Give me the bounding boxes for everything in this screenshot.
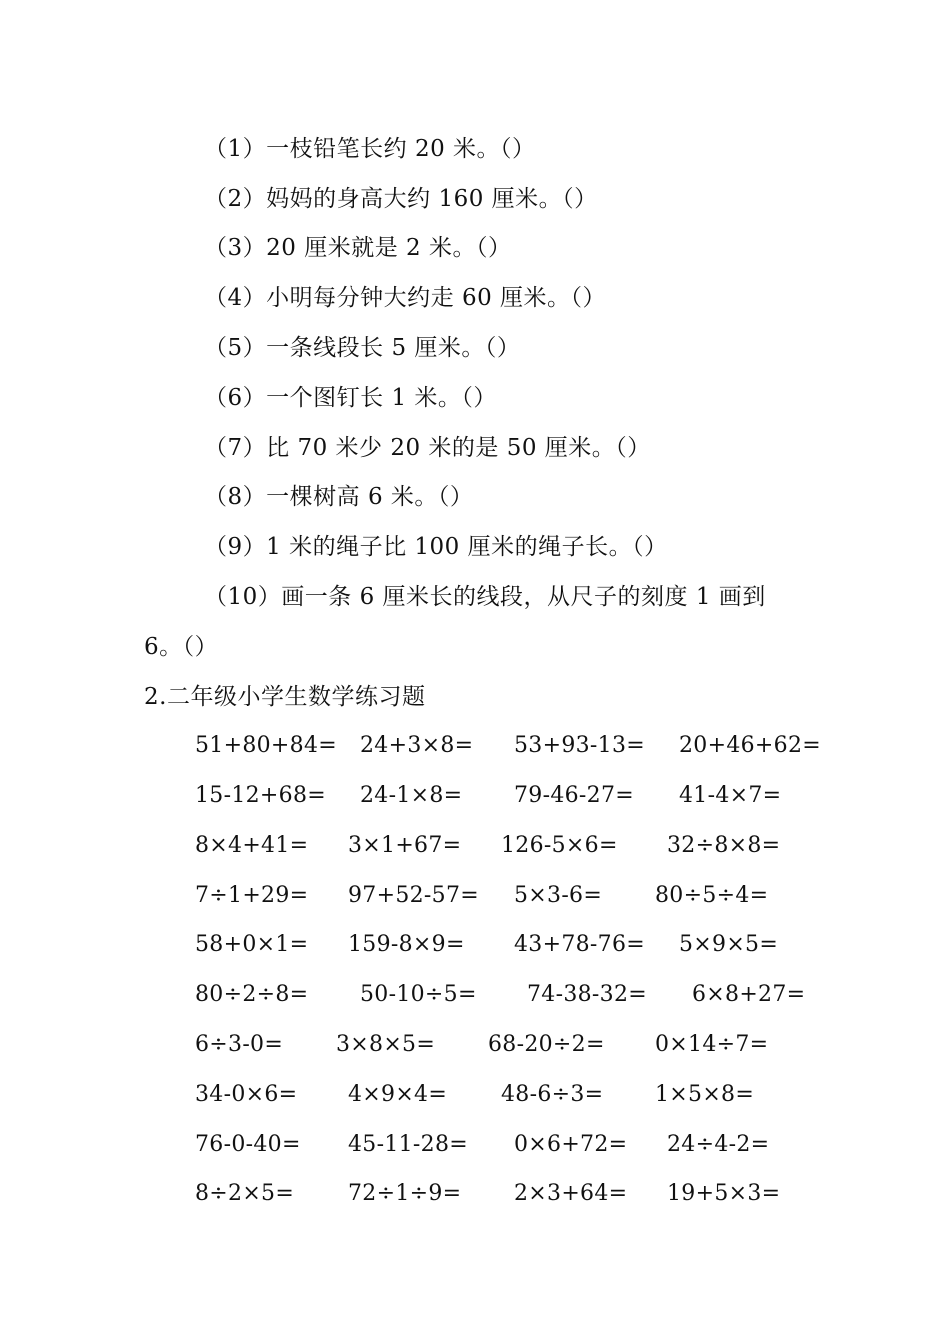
exercise-r8-c3: 48-6÷3= xyxy=(501,1082,604,1107)
judgement-item-7: （7）比 70 米少 20 米的是 50 厘米。（） xyxy=(204,435,651,461)
exercise-r6-c4: 6×8+27= xyxy=(692,982,806,1007)
exercise-r8-c4: 1×5×8= xyxy=(655,1082,755,1107)
exercise-r10-c2: 72÷1÷9= xyxy=(348,1181,462,1206)
exercise-r4-c2: 97+52-57= xyxy=(348,883,479,908)
exercise-r10-c4: 19+5×3= xyxy=(667,1181,781,1206)
exercise-r6-c1: 80÷2÷8= xyxy=(195,982,309,1007)
judgement-item-6: （6）一个图钉长 1 米。（） xyxy=(204,385,497,411)
exercise-r2-c4: 41-4×7= xyxy=(679,783,782,808)
judgement-item-10-continuation: 6。（） xyxy=(144,634,219,660)
exercise-r2-c1: 15-12+68= xyxy=(195,783,326,808)
exercise-r1-c2: 24+3×8= xyxy=(360,733,474,758)
exercise-r3-c4: 32÷8×8= xyxy=(667,833,781,858)
exercise-r10-c3: 2×3+64= xyxy=(514,1181,628,1206)
exercise-r8-c2: 4×9×4= xyxy=(348,1082,448,1107)
judgement-item-2: （2）妈妈的身高大约 160 厘米。（） xyxy=(204,186,598,212)
exercise-r2-c2: 24-1×8= xyxy=(360,783,463,808)
exercise-r9-c2: 45-11-28= xyxy=(348,1132,468,1157)
exercise-r3-c3: 126-5×6= xyxy=(501,833,618,858)
exercise-r9-c1: 76-0-40= xyxy=(195,1132,301,1157)
exercise-r4-c1: 7÷1+29= xyxy=(195,883,309,908)
exercise-r8-c1: 34-0×6= xyxy=(195,1082,298,1107)
exercise-r5-c3: 43+78-76= xyxy=(514,932,645,957)
judgement-item-4: （4）小明每分钟大约走 60 厘米。（） xyxy=(204,285,607,311)
exercise-r1-c1: 51+80+84= xyxy=(195,733,337,758)
exercise-r3-c1: 8×4+41= xyxy=(195,833,309,858)
judgement-item-5: （5）一条线段长 5 厘米。（） xyxy=(204,335,521,361)
judgement-item-3: （3）20 厘米就是 2 米。（） xyxy=(204,235,512,261)
exercise-r5-c2: 159-8×9= xyxy=(348,932,465,957)
exercise-r3-c2: 3×1+67= xyxy=(348,833,462,858)
exercise-r6-c3: 74-38-32= xyxy=(527,982,647,1007)
exercise-r2-c3: 79-46-27= xyxy=(514,783,634,808)
exercise-r7-c1: 6÷3-0= xyxy=(195,1032,284,1057)
judgement-item-10: （10）画一条 6 厘米长的线段，从尺子的刻度 1 画到 xyxy=(204,584,766,610)
exercise-r7-c4: 0×14÷7= xyxy=(655,1032,769,1057)
exercise-r6-c2: 50-10÷5= xyxy=(360,982,477,1007)
judgement-item-8: （8）一棵树高 6 米。（） xyxy=(204,484,474,510)
exercise-r5-c1: 58+0×1= xyxy=(195,932,309,957)
exercise-r1-c3: 53+93-13= xyxy=(514,733,645,758)
exercise-r1-c4: 20+46+62= xyxy=(679,733,821,758)
exercise-r9-c3: 0×6+72= xyxy=(514,1132,628,1157)
section-heading: 2.二年级小学生数学练习题 xyxy=(144,684,426,710)
exercise-r10-c1: 8÷2×5= xyxy=(195,1181,295,1206)
exercise-r4-c4: 80÷5÷4= xyxy=(655,883,769,908)
judgement-item-1: （1）一枝铅笔长约 20 米。（） xyxy=(204,136,536,162)
exercise-r5-c4: 5×9×5= xyxy=(679,932,779,957)
exercise-r4-c3: 5×3-6= xyxy=(514,883,603,908)
exercise-r7-c3: 68-20÷2= xyxy=(488,1032,605,1057)
judgement-item-9: （9）1 米的绳子比 100 厘米的绳子长。（） xyxy=(204,534,668,560)
exercise-r7-c2: 3×8×5= xyxy=(336,1032,436,1057)
exercise-r9-c4: 24÷4-2= xyxy=(667,1132,770,1157)
